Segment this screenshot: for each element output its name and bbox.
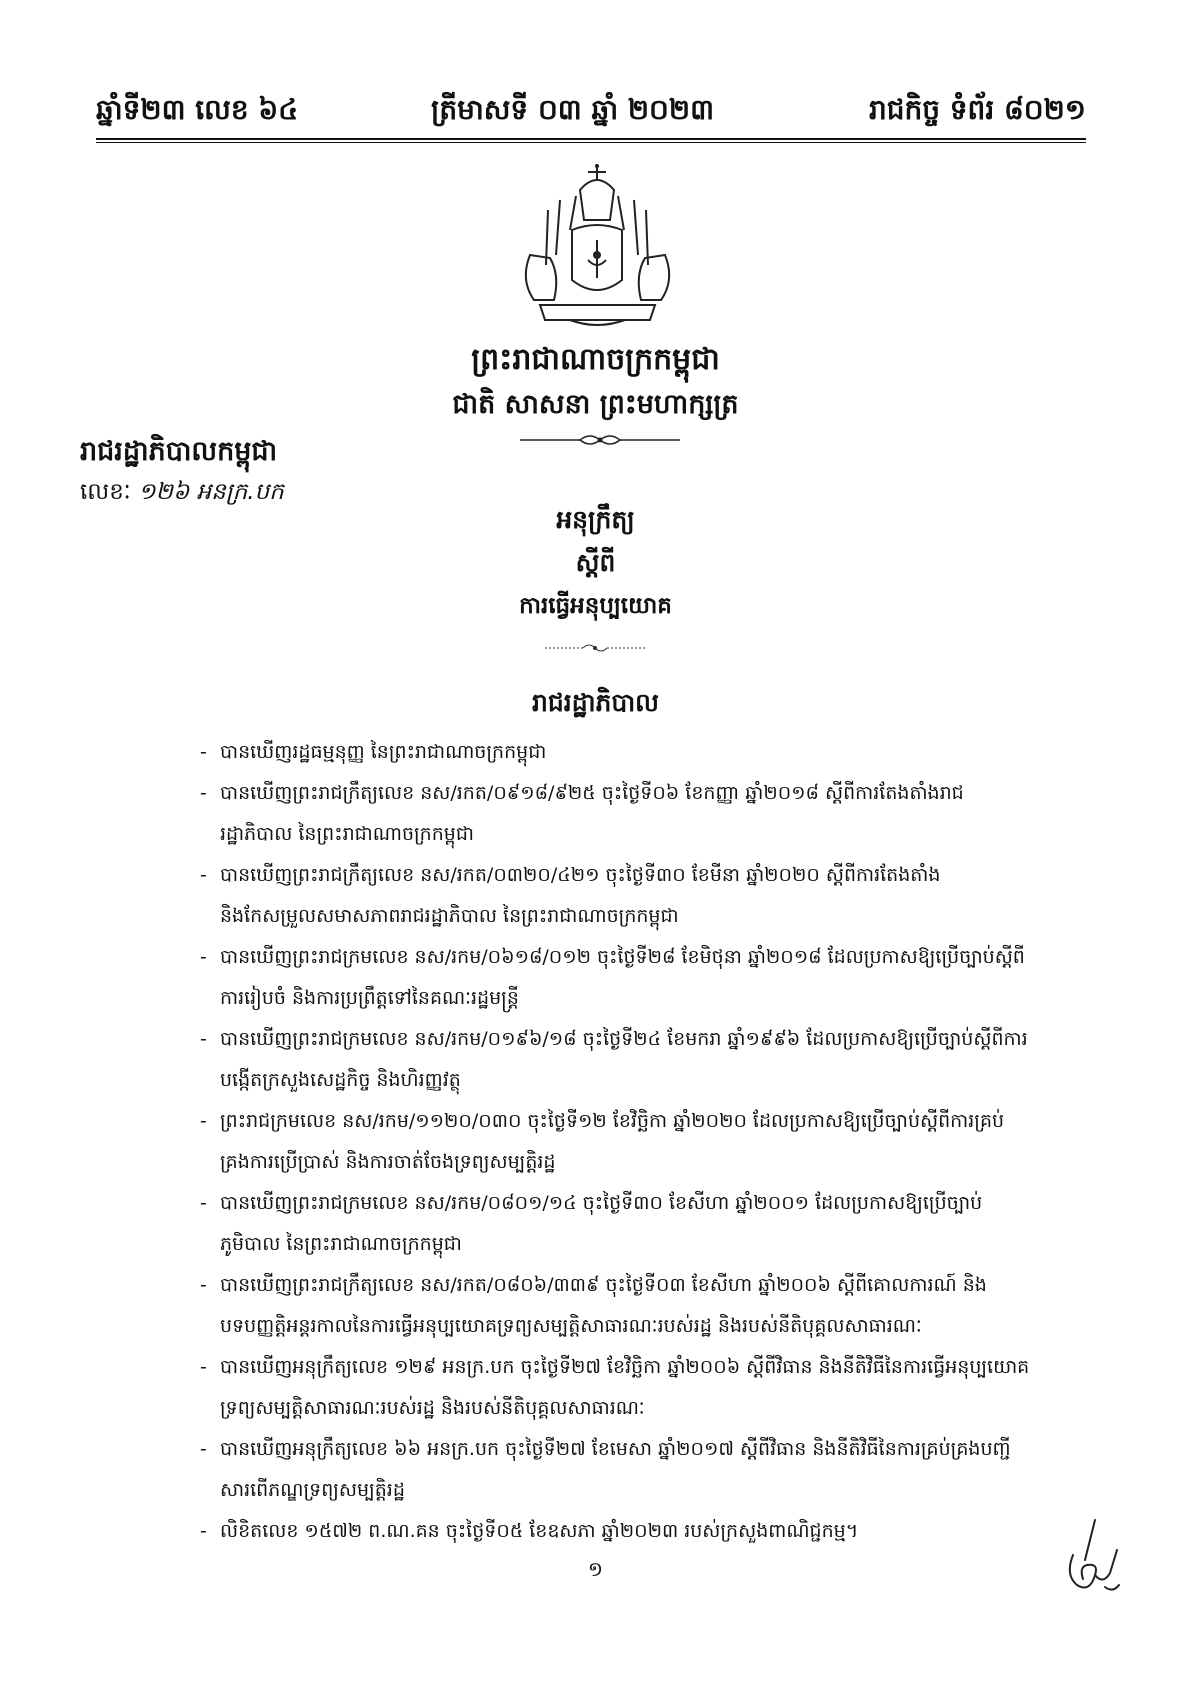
royal-coat-of-arms-icon [510,160,685,335]
handwritten-initials-icon [1055,1515,1125,1600]
kingdom-title: ព្រះរាជាណាចក្រកម្ពុជា [471,342,720,377]
document-subject: ការធ្វើអនុប្បយោគ [519,593,672,619]
header-rule [96,138,1086,140]
list-item: - បានឃើញព្រះរាជក្រឹត្យលេខ នស/រកត/០៣២០/៤២១ ចុះថ្ងៃទី៣០ ខែមីនា ឆ្នាំ២០២០ ស្តីពីការតែងតាំងនិងកែសម្រួលសមាសភាពរាជរដ្ឋាភិបាល នៃព្រះរាជាណាចក្រកម្ពុជា [200,855,1030,937]
ornament-divider-icon [520,432,680,448]
recitals-list [200,732,1030,1552]
body-heading: រាជរដ្ឋាភិបាល [532,688,659,717]
issuing-government: រាជរដ្ឋាភិបាលកម្ពុជា [80,436,278,467]
header-issue: ឆ្នាំទី២៣ លេខ ៦៤ [96,93,299,126]
decree-number-prefix: លេខៈ [80,479,131,505]
list-item: - បានឃើញរដ្ឋធម្មនុញ្ញ នៃព្រះរាជាណាចក្រកម្ពុជា [200,732,1030,773]
list-item: - ព្រះរាជក្រមលេខ នស/រកម/១១២០/០៣០ ចុះថ្ងៃទី១២ ខែវិច្ឆិកា ឆ្នាំ២០២០ ដែលប្រកាសឱ្យប្រើច្បាប់ស្តីពីការគ្រប់គ្រងការប្រើប្រាស់ និងការចាត់ចែងទ្រព្យសម្បត្តិរដ្ឋ [200,1101,1030,1183]
header-page: រាជកិច្ច ទំព័រ ៨០២១ [868,93,1086,126]
title-on: ស្តីពី [575,548,616,577]
list-item: - បានឃើញអនុក្រឹត្យលេខ ១២៩ អនក្រ.បក ចុះថ្ងៃទី២៧ ខែវិច្ឆិកា ឆ្នាំ២០០៦ ស្តីពីវិធាន និងនីតិវិធីនៃការធ្វើអនុប្បយោគទ្រព្យសម្បត្តិសាធារណៈរបស់រដ្ឋ និងរបស់នីតិបុគ្គលសាធារណៈ [200,1347,1030,1429]
gazette-header [96,88,1086,138]
national-motto: ជាតិ សាសនា ព្រះមហាក្សត្រ [452,389,739,420]
list-item: - បានឃើញអនុក្រឹត្យលេខ ៦៦ អនក្រ.បក ចុះថ្ងៃទី២៧ ខែមេសា ឆ្នាំ២០១៧ ស្តីពីវិធាន និងនីតិវិធីនៃការគ្រប់គ្រងបញ្ជីសារពើភណ្ឌទ្រព្យសម្បត្តិរដ្ឋ [200,1429,1030,1511]
list-item: - បានឃើញព្រះរាជក្រមលេខ នស/រកម/០១៩៦/១៨ ចុះថ្ងៃទី២៤ ខែមករា ឆ្នាំ១៩៩៦ ដែលប្រកាសឱ្យប្រើច្បាប់ស្តីពីការបង្កើតក្រសួងសេដ្ឋកិច្ច និងហិរញ្ញវត្ថុ [200,1019,1030,1101]
list-item: - បានឃើញព្រះរាជក្រមលេខ នស/រកម/០៦១៨/០១២ ចុះថ្ងៃទី២៨ ខែមិថុនា ឆ្នាំ២០១៨ ដែលប្រកាសឱ្យប្រើច្បាប់ស្តីពីការរៀបចំ និងការប្រព្រឹត្តទៅនៃគណៈរដ្ឋមន្ត្រី [200,937,1030,1019]
decree-number-value: ១២៦ អនក្រ.បក [138,479,284,505]
list-item: - បានឃើញព្រះរាជក្រមលេខ នស/រកម/០៨០១/១៤ ចុះថ្ងៃទី៣០ ខែសីហា ឆ្នាំ២០០១ ដែលប្រកាសឱ្យប្រើច្បាប់ភូមិបាល នៃព្រះរាជាណាចក្រកម្ពុជា [200,1183,1030,1265]
list-item: - បានឃើញព្រះរាជក្រឹត្យលេខ នស/រកត/០៨០៦/៣៣៩ ចុះថ្ងៃទី០៣ ខែសីហា ឆ្នាំ២០០៦ ស្តីពីគោលការណ៍ និងបទបញ្ញត្តិអន្តរកាលនៃការធ្វើអនុប្បយោគទ្រព្យសម្បត្តិសាធារណៈរបស់រដ្ឋ និងរបស់នីតិបុគ្គលសាធារណៈ [200,1265,1030,1347]
document-type: អនុក្រឹត្យ [556,505,635,534]
list-item: - លិខិតលេខ ១៥៧២ ព.ណ.គន ចុះថ្ងៃទី០៥ ខែឧសភា ឆ្នាំ២០២៣ របស់ក្រសួងពាណិជ្ជកម្ម។ [200,1511,1030,1552]
page-number: ១ [587,1557,604,1581]
small-ornament-icon [545,642,645,654]
list-item: - បានឃើញព្រះរាជក្រឹត្យលេខ នស/រកត/០៩១៨/៩២៥ ចុះថ្ងៃទី០៦ ខែកញ្ញា ឆ្នាំ២០១៨ ស្តីពីការតែងតាំងរាជរដ្ឋាភិបាល នៃព្រះរាជាណាចក្រកម្ពុជា [200,773,1030,855]
header-quarter: ត្រីមាសទី ០៣ ឆ្នាំ ២០២៣ [431,93,714,126]
header-rule-thin [96,142,1086,143]
